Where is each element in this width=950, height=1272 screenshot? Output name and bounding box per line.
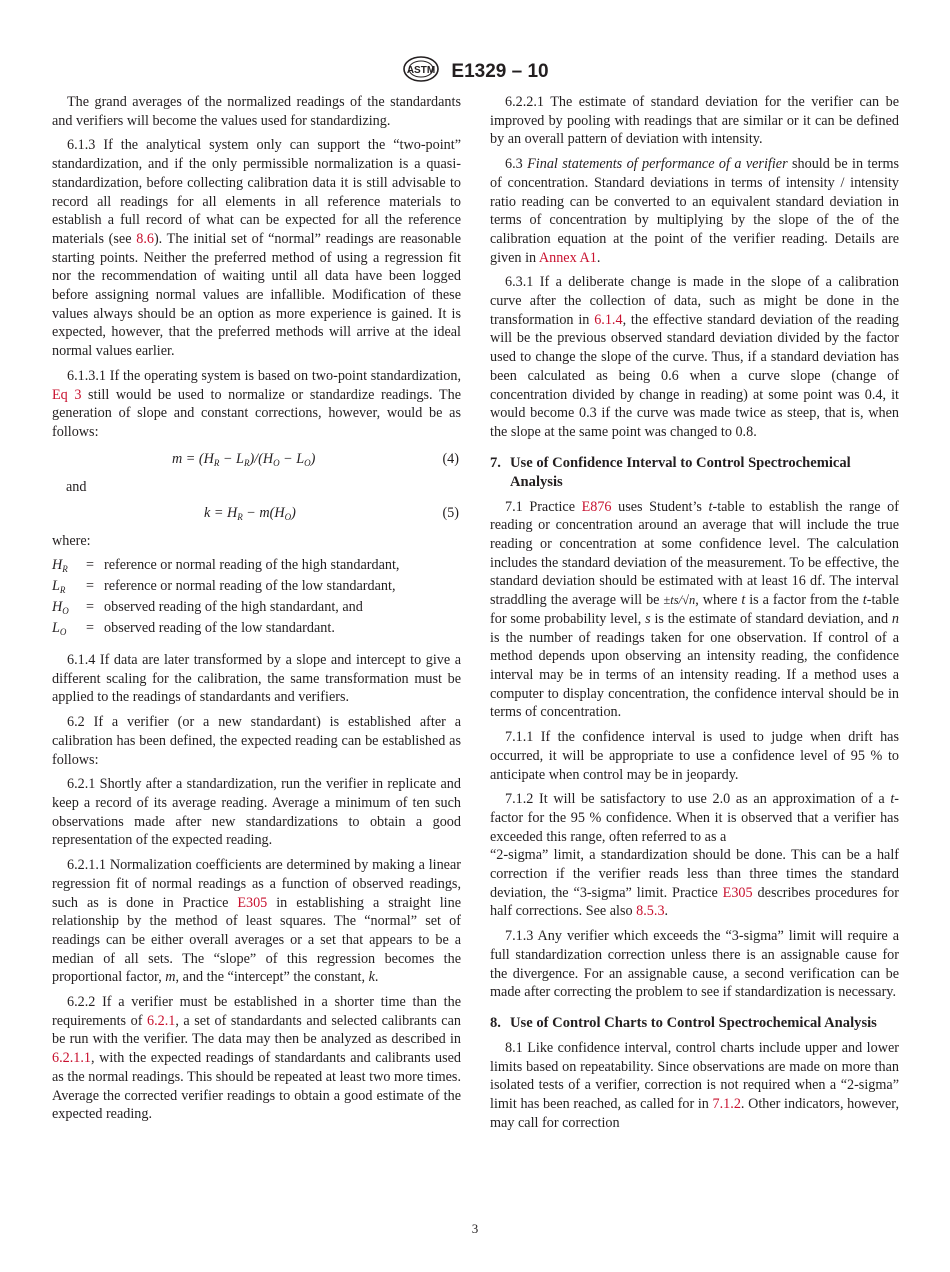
paragraph-6-2: 6.2 If a verifier (or a new standardant) is established after a calibration has been defined, the expected reading can be established as follows: [52,714,461,768]
where-label: where: [52,533,91,550]
paragraph-6-3: 6.3 Final statements of performance of a verifier should be in terms of concentration. Standard deviations in terms of intensity / intensity ratio reading can be converted to an equivalent standard deviation in terms of concentration by multiplying by the slope of the of the calibration equation at the point of the verifier reading. Details are given in Annex A1. [490,156,899,266]
where-item: $H_R$ = reference or normal reading of the high standardant, [52,557,400,575]
equation-number: (4) [442,450,459,467]
paragraph-6-3-1: 6.3.1 If a deliberate change is made in the slope of a calibration curve after the collection of data, such as might be done in the transformation in 6.1.4, the effective standard deviation of the reading will be the previous observed standard deviation divided by the factor used to change the slope of the curve. Thus, if a standard deviation has been calculated as being 0.6 when a curve slope (change of concentration divided by change in reading) at some point was 0.4, it would become 0.3 if the curve was made twice as steep, that is, when the slope at the same point was changed to 0.8. [490,274,900,440]
ref-link-annex-a1[interactable]: Annex A1 [538,249,597,266]
section-heading-8: 8. Use of Control Charts to Control Spectrochemical Analysis [490,1014,877,1031]
where-item: $H_O$ = observed reading of the high standardant, and [52,599,363,617]
document-id: E1329 – 10 [451,60,549,82]
paragraph-6-1-3: 6.1.3 If the analytical system only can support the “two-point” standardization, and if the only permissible normalization is a quasi-standardization, before collecting calibration data it is still advisable to record all readings for all elements in all reference materials to establish a full record of what can be expected for all the reference materials (see 8.6). The initial set of “normal” readings are reasonable starting points. Neither the preferred method of using a regression fit nor the recommendation of waiting until all data have been logged before assigning normal values are infallible. Modification of these values always should be an option as more experience is gained. It is expected, however, that the preferred methods will arrive at the ideal normal values earlier. [52,137,461,360]
ref-link-e305[interactable]: E305 [722,884,753,901]
paragraph-6-1-3-1: 6.1.3.1 If the operating system is based on two-point standardization, Eq 3 still would be used to normalize or standardize readings. The generation of slope and constant corrections, however, would be as follows: [52,367,461,440]
confidence-interval-formula: ±ts/√n [663,593,696,608]
page-number: 3 [471,1221,479,1236]
paragraph-6-2-1-1: 6.2.1.1 Normalization coefficients are determined by making a linear regression fit of normal readings as a function of observed readings, such as is done in Practice E305 in establishing a straight line relationship by the method of least squares. The “normal” set of readings can be either overall averages or a set that appears to be a median of all sets. The “slope” of this regression becomes the proportional factor, m, and the “intercept” the constant, k. [52,857,461,986]
paragraph-6-2-1: 6.2.1 Shortly after a standardization, run the verifier in replicate and keep a record of its average reading. Average a minimum of ten such observations made after new standardizations to obtain a good representation of the expected reading. [52,776,461,849]
ref-link-eq-3[interactable]: Eq 3 [52,386,82,403]
ref-link-e305[interactable]: E305 [237,894,268,911]
ref-link-6-2-1[interactable]: 6.2.1 [146,1012,176,1029]
ref-link-8-5-3[interactable]: 8.5.3 [636,903,665,920]
section-heading-7: 7. Use of Confidence Interval to Control Spectrochemical Analysis [490,454,851,490]
equation-4-expression: $m = (H_R - L_R)/(H_O - L_O)$ [172,450,316,468]
ref-link-7-1-2[interactable]: 7.1.2 [712,1096,741,1113]
equation-5 [52,502,461,524]
paragraph-8-1: 8.1 Like confidence interval, control charts include upper and lower limits based on repeatability. Since observations are made on more than isolated tests of a verifier, correction is not required when a “2-sigma” limit has been reached, as called for in 7.1.2. Other indicators, however, may call for correction [490,1039,899,1131]
where-list [52,557,461,641]
left-column [52,93,461,1130]
ref-link-8-6[interactable]: 8.6 [136,230,154,247]
ref-link-6-2-1-1[interactable]: 6.2.1.1 [52,1050,92,1067]
ref-link-6-1-4[interactable]: 6.1.4 [594,311,623,328]
paragraph-7-1: 7.1 Practice E876 uses Student’s t-table to establish the range of reading or concentration around an average that will include the true reading or concentration at some confidence level. The calculation includes the standard deviation of the measurement. To be effective, the standard deviation should be estimated with at least 16 df. The interval straddling the average will be ±ts/√n, where t is a factor from the t-table for some probability level, s is the estimate of standard deviation, and n is the number of readings taken for one observation. If control of a method depends upon observing an intensity reading, the confidence interval may be in terms of an intensity reading. If a method uses a computer to display concentration, the confidence interval should be in terms of concentration. [490,498,900,721]
svg-text:ASTM: ASTM [407,65,436,76]
astm-logo-icon [401,56,441,87]
where-item: $L_O$ = observed reading of the low standardant. [52,620,335,638]
paragraph: The grand averages of the normalized readings of the standardants and verifiers will become the values used for standardizing. [52,94,461,129]
equation-4 [52,448,461,470]
paragraph-6-1-4: 6.1.4 If data are later transformed by a slope and intercept to give a different scaling for the calibration, the same transformation must be applied to the readings of standardants and verifiers. [52,652,461,706]
right-column [490,93,899,1138]
equation-5-expression: $k = H_R - m(H_O)$ [204,505,296,523]
paragraph-7-1-3: 7.1.3 Any verifier which exceeds the “3-sigma” limit will require a full standardization correction unless there is an assignable cause for the divergence. For an assignable cause, a second verification can be made after correcting the problem to see if standardization is necessary. [490,928,899,1001]
where-item: $L_R$ = reference or normal reading of the low standardant, [52,578,396,596]
paragraph-6-2-2-1: 6.2.2.1 The estimate of standard deviation for the verifier can be improved by pooling with readings that are similar or it can be defined by an overall pattern of deviation with intensity. [490,94,899,148]
connector-text: and [66,478,87,495]
paragraph-6-2-2: 6.2.2 If a verifier must be established in a shorter time than the requirements of 6.2.1, a set of standardants and selected calibrants can be run with the verifier. The data may then be analyzed as described in 6.2.1.1, with the expected readings of standardants and calibrants used as the normal readings. This should be repeated at least two more times. Average the corrected verifier readings to obtain a good estimate of the expected reading. [52,994,461,1123]
paragraph-7-1-2: 7.1.2 It will be satisfactory to use 2.0 as an approximation of a t-factor for the 95 % confidence. When it is observed that a verifier has exceeded this range, often referred to as a [490,791,899,845]
paragraph-7-1-1: 7.1.1 If the confidence interval is used to judge when drift has occurred, it will be appropriate to use a confidence level of 95 % to anticipate when control may be in jeopardy. [490,729,899,783]
equation-number: (5) [442,505,459,522]
page-header [0,56,950,87]
paragraph-7-1-2-continued: “2-sigma” limit, a standardization should be done. This can be a half correction if the verifier reads less than three times the standard deviation, the “3-sigma” limit. Practice E305 describes procedures for half corrections. See also 8.5.3. [490,847,899,920]
ref-link-e876[interactable]: E876 [581,498,612,515]
